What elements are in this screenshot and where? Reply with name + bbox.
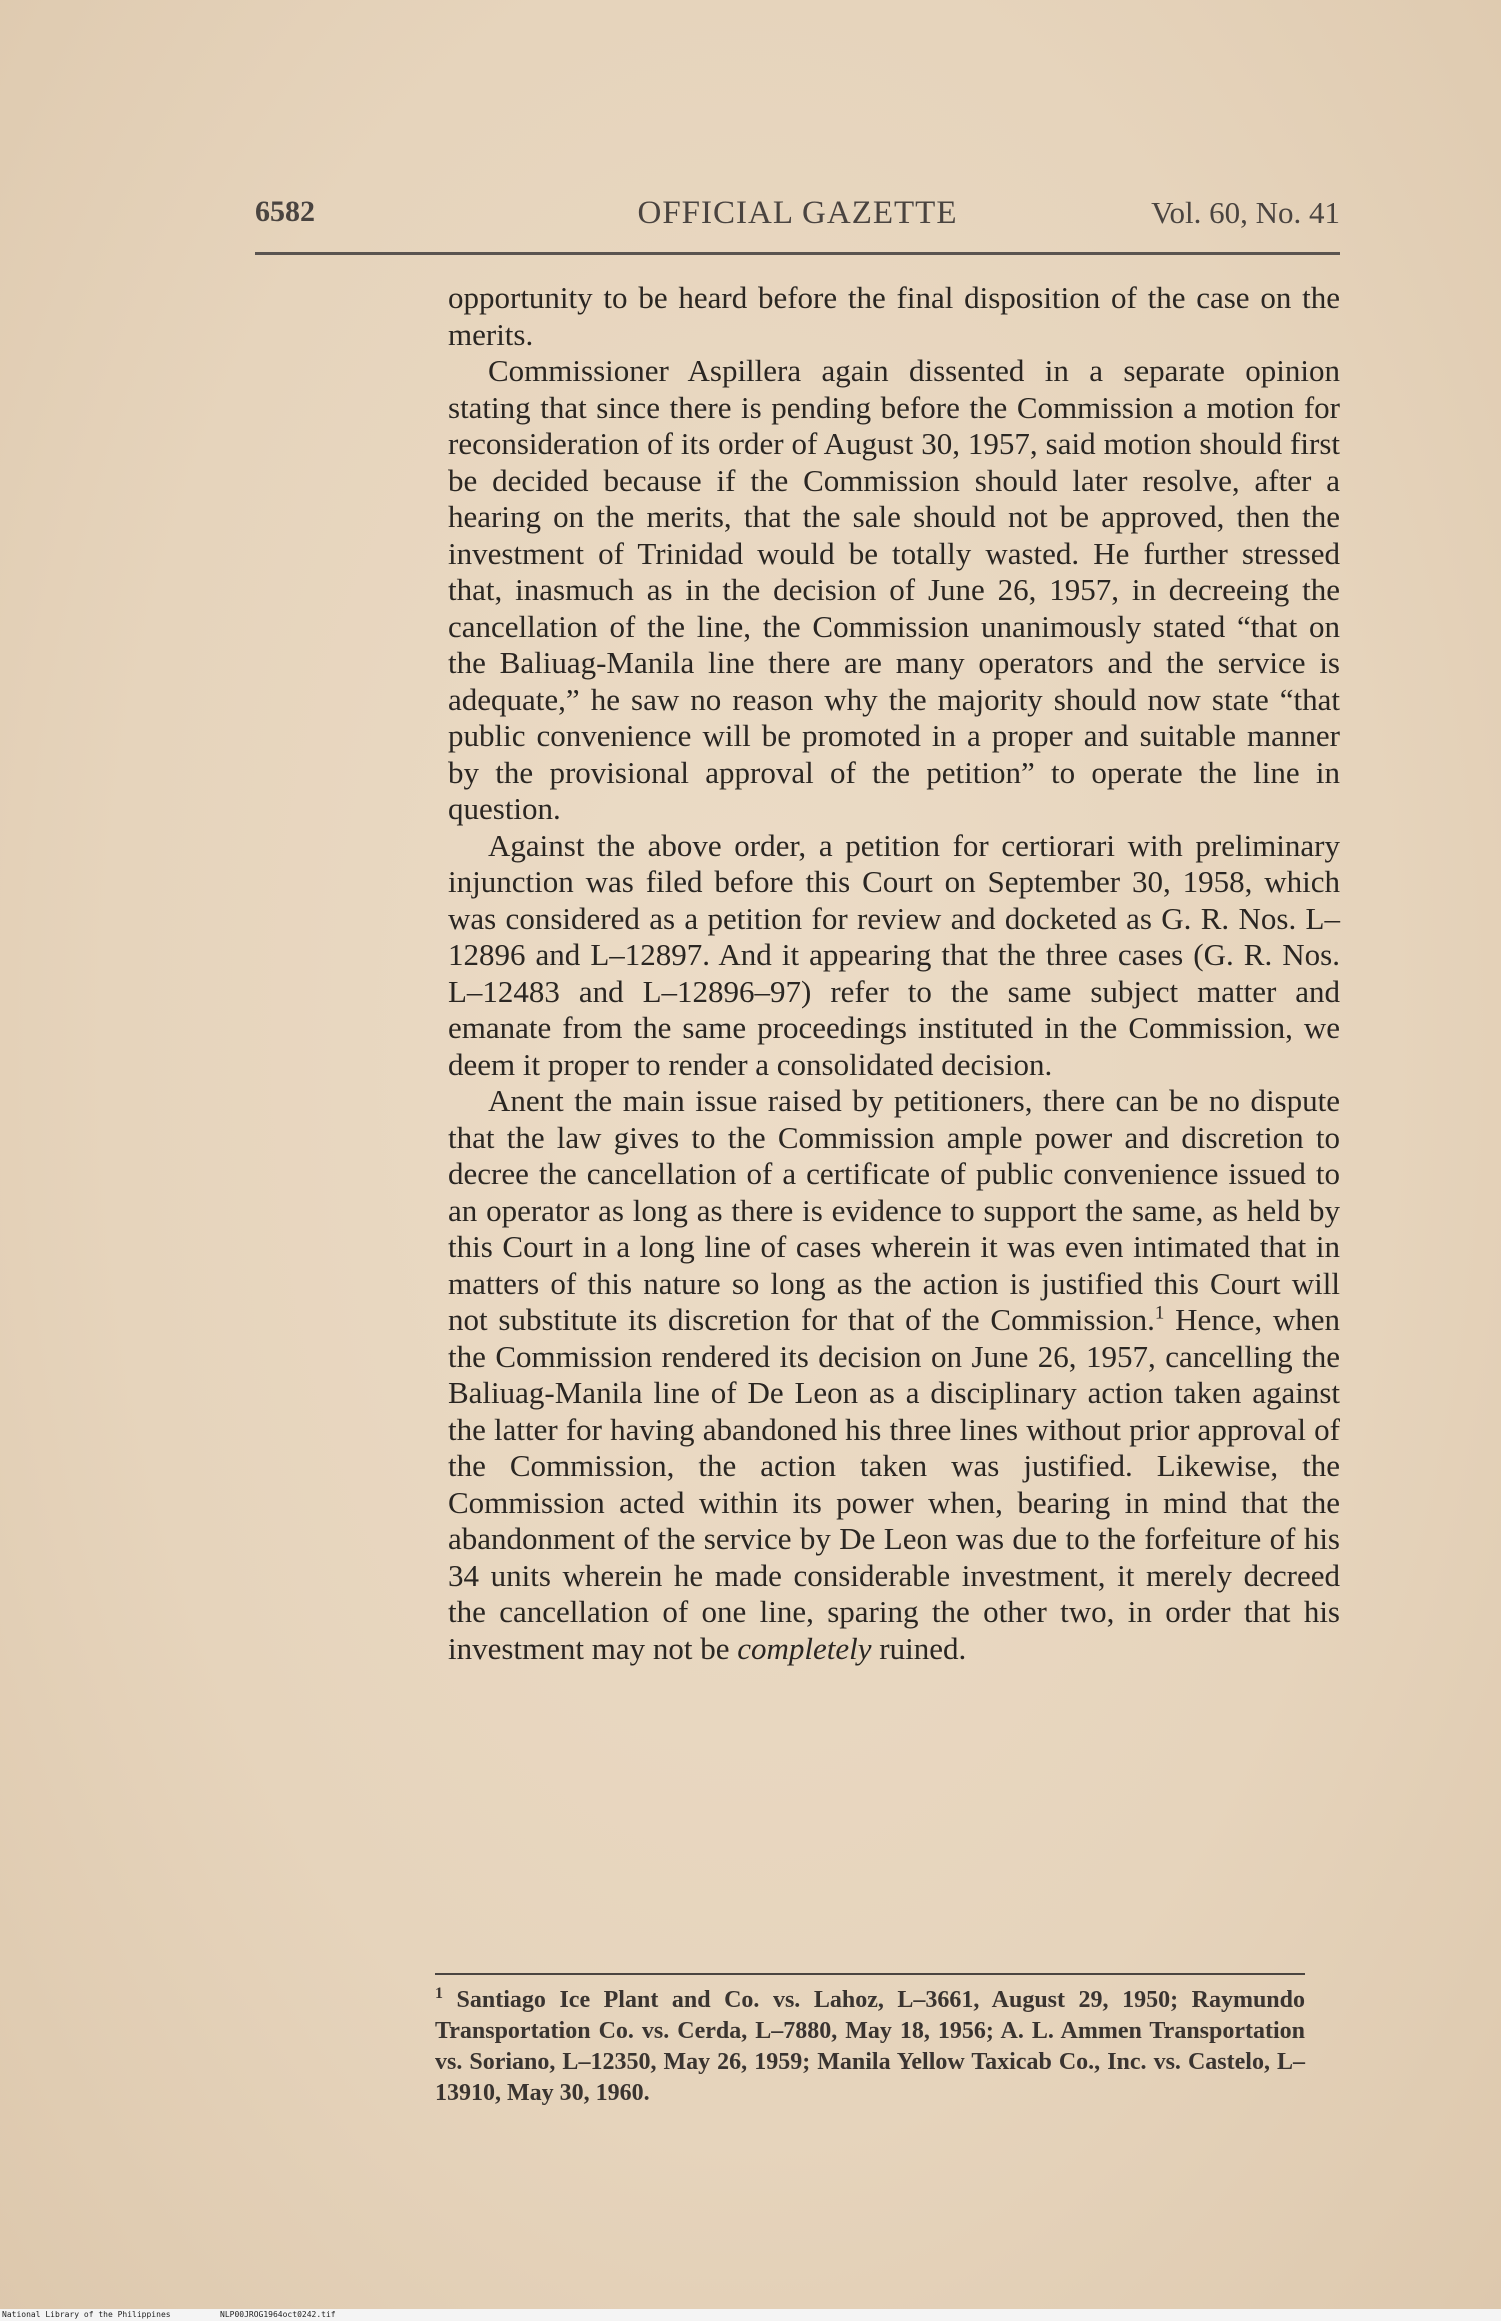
header-rule (255, 252, 1340, 255)
footnote-mark: 1 (435, 1985, 443, 2002)
scan-footer (0, 2309, 1501, 2321)
footnote-reference: 1 (1154, 1302, 1165, 1324)
paragraph-dissent: Commissioner Aspillera again dissented in a separate opinion stating that since there is pending before the Commission a motion for reconsideration of its order of August 30, 1957, said motion should first be decided because if the Commission should later resolve, after a hearing on the merits, that the sale should not be approved, then the investment of Trinidad would be totally wasted. He further stressed that, inasmuch as in the decision of June 26, 1957, in decreeing the cancellation of the line, the Commission unanimously stated “that on the Baliuag-Manila line there are many operators and the service is adequate,” he saw no reason why the majority should now state “that public convenience will be promoted in a proper and suitable manner by the provisional approval of the petition” to operate the line in question. (448, 353, 1340, 826)
paragraph-main-issue-part1: Anent the main issue raised by petitioners, there can be no dispute that the law gives to the Commission ample power and discretion to decree the cancellation of a certificate of public convenience issued to an operator as long as there is evidence to support the same, as held by this Court in a long line of cases wherein it was even intimated that in matters of this nature so long as the action is justified this Court will not substitute its discretion for that of the Commission. (448, 1083, 1340, 1337)
paragraph-main-issue-part2: Hence, when the Commission rendered its decision on June 26, 1957, cancelling the Baliuag-Manila line of De Leon as a disciplinary action taken against the latter for having abandoned his three lines without prior approval of the Commission, the action taken was justified. Likewise, the Commission acted within its power when, bearing in mind that the abandonment of the service by De Leon was due to the forfeiture of his 34 units wherein he made considerable investment, it merely decreed the cancellation of one line, sparing the other two, in order that his investment may not be (448, 1302, 1340, 1666)
page-number: 6582 (255, 195, 315, 228)
volume-number: Vol. 60, No. 41 (1151, 195, 1340, 230)
emphasis-completely: completely (737, 1630, 872, 1666)
footnote-rule (435, 1973, 1305, 1975)
page-header (255, 195, 1340, 245)
paragraph-continuation: opportunity to be heard before the final disposition of the case on the merits. (448, 280, 1340, 352)
publication-title: OFFICIAL GAZETTE (637, 195, 958, 231)
paragraph-main-issue (448, 1083, 1340, 1667)
scan-library-label: National Library of the Philippines (2, 2310, 171, 2319)
footnote-text: Santiago Ice Plant and Co. vs. Lahoz, L–3661, August 29, 1950; Raymundo Transportation Co. vs. Cerda, L–7880, May 18, 1956; A. L. Ammen Transportation vs. Soriano, L–12350, May 26, 1959; Manila Yellow Taxicab Co., Inc. vs. Castelo, L–13910, May 30, 1960. (435, 1987, 1305, 2106)
footnote (435, 1985, 1305, 2109)
body-text (448, 280, 1340, 1667)
paragraph-main-issue-part3: ruined. (871, 1630, 967, 1666)
scan-file-label: NLP00JROG1964oct0242.tif (220, 2310, 336, 2319)
paragraph-certiorari: Against the above order, a petition for certiorari with preliminary injunction was filed before this Court on September 30, 1958, which was considered as a petition for review and docketed as G. R. Nos. L–12896 and L–12897. And it appearing that the three cases (G. R. Nos. L–12483 and L–12896–97) refer to the same subject matter and emanate from the same proceedings instituted in the Commission, we deem it proper to render a consolidated decision. (448, 827, 1340, 1082)
